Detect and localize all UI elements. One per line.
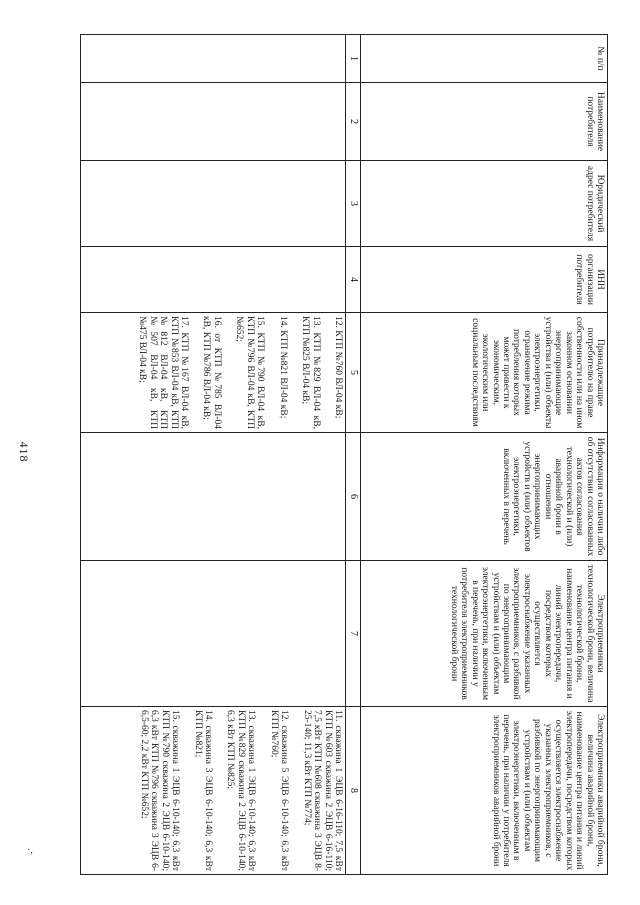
list-item: 14. скважина 3 ЭЦВ 6-10-140; 6,3 кВт КТП №821;	[192, 710, 214, 871]
cell-agreed-acts	[81, 433, 346, 561]
column-number-row	[346, 35, 361, 875]
header-number: № п/п	[361, 35, 608, 83]
table-row	[81, 35, 346, 875]
page-number: 418	[17, 441, 31, 463]
header-technological-reserve: Электроприемники технологической брони, величина технологической брони, наименование центра питания и линий электропередачи, посредством которых осуществляется электроснабжение указанных электроприемников, с разбивкой по энергопринимающим устройствам и (или) объектам электроэнергетики, включенным в перечень, при наличии у потребителя электроприемников технологической брони	[361, 561, 608, 707]
list-item: 15. КТП №790 ВЛ-04 кВ, КТП №796 ВЛ-04 кВ, КТП №652;	[234, 316, 266, 429]
header-row	[361, 35, 608, 875]
column-number: 4	[346, 247, 361, 313]
header-owned-devices: Принадлежащие потребителю на праве собственности или на ином законном основании энергопринимающие устройства и (или) объекты электроэнергетики, ограничение режима потребления которых может привести к экономическим, экологическим или социальным последствиям	[361, 313, 608, 433]
rotated-table-container	[66, 34, 608, 874]
header-agreed-acts: Информация о наличии либо об отсутствии согласованных актов согласования технологической и (или) аварийной брони в отношении энергопринимающих устройств и (или) объектов электроэнергетики, включенных в перечень	[361, 433, 608, 561]
header-consumer-name: Наименование потребителя	[361, 83, 608, 161]
list-item: 11. скважина 1 ЭЦВ 6-16-110; 7,5 кВт КТП №603 скважина 2 ЭЦВ 6-16-110; 7,5 кВт КТП №608 скважина 3 ЭЦВ 8-25-140; 11,3 кВт КТП №774;	[301, 710, 343, 871]
list-item: 13. КТП №829 ВЛ-04 кВ, КТП №825 ВЛ-04 кВ;	[300, 316, 321, 429]
column-number: 1	[346, 35, 361, 83]
column-number: 6	[346, 433, 361, 561]
cell-inn	[81, 247, 346, 313]
list-item: 13. скважина 1 ЭЦВ 6-10-140; 6,3 кВт КТП №829 скважина 2 ЭЦВ 6-10-140; 6,3 кВт КТП №825;	[225, 710, 257, 871]
list-item: 16. от КТП №785 ВЛ-04 кВ, КТП №786 ВЛ-04 кВ;	[201, 316, 222, 429]
cell-legal-address	[81, 161, 346, 247]
consumer-reservation-table	[80, 34, 608, 875]
column-number: 7	[346, 561, 361, 707]
header-inn: ИНН организации потребителя	[361, 247, 608, 313]
header-emergency-reserve: Электроприемники аварийной брони, величина аварийной брони, наименование центра питания и линий электропередачи, посредством которых осуществляется электроснабжение указанных электроприемников, с разбивкой по энергопринимающим устройствам и (или) объектам электроэнергетики, включенным в перечень, при наличии у потребителя электроприемников аварийной брони	[361, 707, 608, 875]
list-item: 12. скважина 5 ЭЦВ 6-10-140; 6,3 кВт КТП №760;	[268, 710, 290, 871]
cell-consumer-name	[81, 83, 346, 161]
list-item: 12. КТП №760 ВЛ-04 кВ;	[333, 316, 343, 419]
column-number: 8	[346, 707, 361, 875]
cell-owned-devices	[81, 313, 346, 433]
cell-emergency-reserve	[81, 707, 346, 875]
list-item: 14. КТП №821 ВЛ-04 кВ;	[277, 316, 288, 419]
header-legal-address: Юридический адрес потребителя	[361, 161, 608, 247]
scan-mark: ·,	[27, 845, 33, 856]
column-number: 2	[346, 83, 361, 161]
list-item: 17. КТП №167 ВЛ-04 кВ, КТП №853 ВЛ-04 кВ, КТП №812 ВЛ-04 кВ, КТП №507 ВЛ-04 кВ, КТП №475 ВЛ-04 кВ;	[137, 316, 190, 429]
cell-technological-reserve	[81, 561, 346, 707]
cell-number	[81, 35, 346, 83]
column-number: 3	[346, 161, 361, 247]
column-number: 5	[346, 313, 361, 433]
list-item: 15. скважина 1 ЭЦВ 6-10-140; 6,3 кВт КТП №790 скважина 2 ЭЦВ 6-10-140; 6,3 кВт КТП №796 скважина 3 ЭЦВ 6-6,5-60; 2,2 кВт КТП №652;	[138, 710, 181, 871]
